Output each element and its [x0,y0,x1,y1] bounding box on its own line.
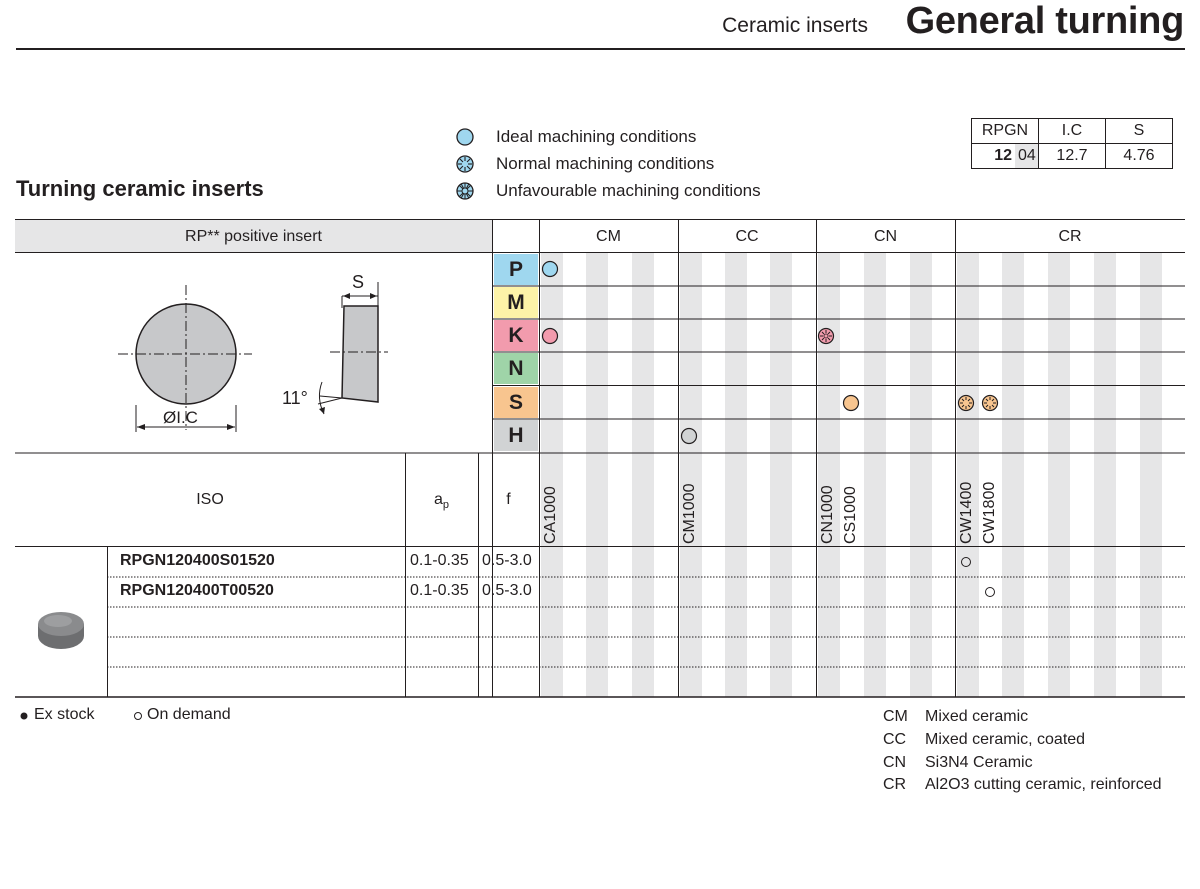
material-m: M [507,291,525,314]
legend-ideal-label: Ideal machining conditions [496,127,697,146]
row1-code: RPGN120400S01520 [120,552,275,569]
legend-code-cm: CM [883,708,908,725]
grade-cn1000: CN1000 [819,485,836,544]
on-demand-bullet-icon [135,713,142,720]
dim-header-s: S [1106,119,1173,144]
row2-code: RPGN120400T00520 [120,582,274,599]
dim-header-rpgn: RPGN [972,119,1039,144]
col-header-ap-main: a [433,491,443,508]
drawing-s-label: S [352,272,365,292]
header-subtitle: Ceramic inserts [722,14,868,37]
dim-ic-value: 12.7 [1039,144,1106,169]
legend-normal-label: Normal machining conditions [496,154,715,173]
dim-size-suffix: 04 [1015,144,1038,168]
row2-f: 0.5-3.0 [482,582,532,599]
col-header-f: f [506,491,511,508]
grade-cs1000: CS1000 [842,486,859,544]
drawing-angle-label: 11° [282,388,308,408]
grade-ca1000: CA1000 [542,486,559,544]
marker-k-cm-ideal [543,329,558,344]
insert-side-view-drawing [318,282,388,414]
category-cc: CC [735,228,759,245]
insert-product-image [38,612,84,649]
material-n: N [508,357,524,380]
legend-unfavourable-label: Unfavourable machining conditions [496,181,761,200]
page-title: General turning [905,0,1184,42]
marker-h-cc-ideal [682,429,697,444]
marker-s-cn-ideal [844,396,859,411]
marker-s-cr-normal-1 [959,396,974,411]
legend-code-cc: CC [883,731,907,748]
insert-header-label: RP** positive insert [185,228,322,245]
dim-s-value: 4.76 [1106,144,1173,169]
availability-row2-on-demand-icon [986,588,995,597]
material-k: K [508,324,524,347]
category-cr: CR [1058,228,1082,245]
legend-name-cm: Mixed ceramic [925,708,1029,725]
marker-s-cr-normal-2 [983,396,998,411]
row1-f: 0.5-3.0 [482,552,532,569]
material-s: S [508,391,523,414]
legend-name-cr: Al2O3 cutting ceramic, reinforced [925,776,1162,793]
material-p: P [508,258,523,281]
marker-k-cn-unfavourable [819,329,834,344]
dim-size-code: 12 [994,147,1012,164]
footer-ex-stock: Ex stock [34,706,95,723]
grade-cm1000: CM1000 [681,483,698,544]
footer-on-demand: On demand [147,706,231,723]
col-header-ap-sub: p [442,499,450,512]
section-title: Turning ceramic inserts [16,176,264,201]
legend-name-cc: Mixed ceramic, coated [925,731,1086,748]
legend-code-cr: CR [883,776,907,793]
dim-header-ic: I.C [1039,119,1106,144]
category-cn: CN [873,228,898,245]
material-h: H [508,424,524,447]
row1-ap: 0.1-0.35 [410,552,469,569]
grade-cw1400: CW1400 [958,481,975,544]
legend-name-cn: Si3N4 Ceramic [925,754,1033,771]
drawing-diameter-label: ØI.C [163,408,198,427]
grade-cw1800: CW1800 [981,481,998,544]
col-header-iso: ISO [196,491,224,508]
marker-p-cm-ideal [543,262,558,277]
row2-ap: 0.1-0.35 [410,582,469,599]
ex-stock-bullet-icon [21,713,28,720]
col-header-ap [405,491,478,511]
legend-code-cn: CN [883,754,907,771]
category-cm: CM [596,228,621,245]
